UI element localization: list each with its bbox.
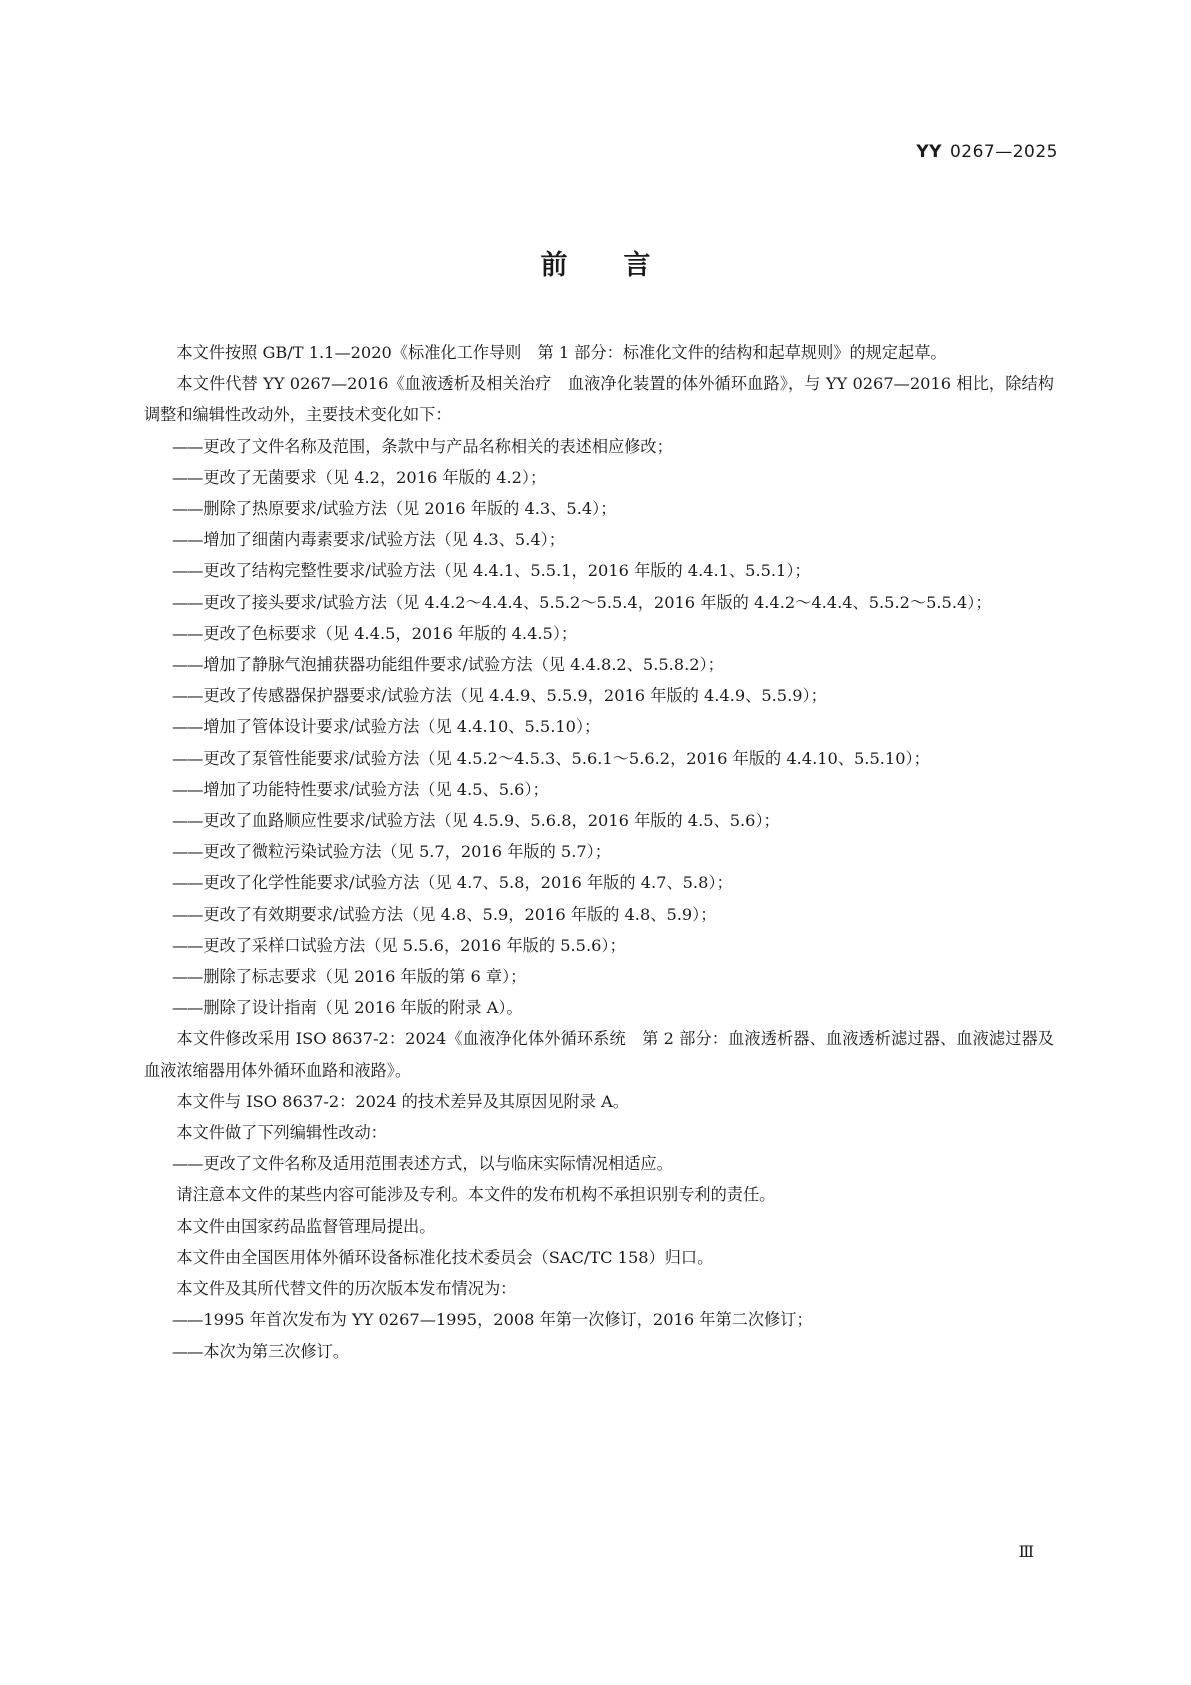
list-item-text: 更改了微粒污染试验方法（见 5.7，2016 年版的 5.7）； — [203, 842, 611, 862]
list-item — [144, 431, 1054, 462]
dash-marker: —— — [172, 436, 203, 456]
list-item-text: 更改了色标要求（见 4.4.5，2016 年版的 4.4.5）； — [203, 623, 578, 643]
list-item-text: 删除了标志要求（见 2016 年版的第 6 章）； — [203, 967, 527, 987]
dash-marker: —— — [172, 655, 203, 675]
list-item-text: 更改了传感器保护器要求/试验方法（见 4.4.9、5.5.9，2016 年版的 4.4.9、5.5.9）； — [203, 686, 827, 706]
list-item — [144, 711, 1054, 742]
editorial-changes-list — [144, 1148, 1054, 1179]
list-item-text: 更改了采样口试验方法（见 5.5.6，2016 年版的 5.5.6）； — [203, 935, 626, 955]
dash-marker: —— — [172, 530, 203, 550]
list-item-text: 更改了接头要求/试验方法（见 4.4.2～4.4.4、5.5.2～5.5.4，2016 年版的 4.4.2～4.4.4、5.5.2～5.5.4）； — [203, 592, 992, 612]
list-item-text: 增加了细菌内毒素要求/试验方法（见 4.3、5.4）； — [203, 530, 565, 550]
paragraph: 本文件由全国医用体外循环设备标准化技术委员会（SAC/TC 158）归口。 — [176, 1247, 714, 1267]
foreword-body — [144, 337, 1054, 1367]
dash-marker: —— — [172, 842, 203, 862]
list-item — [144, 555, 1054, 586]
dash-marker: —— — [172, 561, 203, 581]
list-item-text: 删除了设计指南（见 2016 年版的附录 A）。 — [203, 998, 523, 1018]
list-item-text: 增加了静脉气泡捕获器功能组件要求/试验方法（见 4.4.8.2、5.5.8.2）； — [203, 655, 724, 675]
version-history-list — [144, 1304, 1054, 1366]
paragraph: 本文件与 ISO 8637-2：2024 的技术差异及其原因见附录 A。 — [176, 1091, 629, 1111]
list-item — [144, 961, 1054, 992]
list-item — [144, 462, 1054, 493]
dash-marker: —— — [172, 592, 203, 612]
list-item-text: 1995 年首次发布为 YY 0267—1995，2008 年第一次修订，2016 年第二次修订； — [203, 1310, 813, 1330]
list-item — [144, 743, 1054, 774]
page-title: 前言 — [540, 250, 707, 281]
paragraph: 本文件做了下列编辑性改动： — [176, 1123, 387, 1143]
list-item — [144, 649, 1054, 680]
dash-marker: —— — [172, 967, 203, 987]
list-item-text: 更改了泵管性能要求/试验方法（见 4.5.2～4.5.3、5.6.1～5.6.2，2016 年版的 4.4.10、5.5.10）； — [203, 748, 930, 768]
list-item — [144, 805, 1054, 836]
list-item-text: 增加了管体设计要求/试验方法（见 4.4.10、5.5.10）； — [203, 717, 601, 737]
list-item — [144, 587, 1054, 618]
document-code-prefix: YY — [916, 142, 942, 162]
list-item — [144, 493, 1054, 524]
list-item — [144, 867, 1054, 898]
paragraph: 本文件由国家药品监督管理局提出。 — [176, 1216, 436, 1236]
page-number: Ⅲ — [1018, 1542, 1034, 1561]
dash-marker: —— — [172, 467, 203, 487]
document-code — [916, 142, 1058, 162]
dash-marker: —— — [172, 717, 203, 737]
list-item — [144, 524, 1054, 555]
list-item-text: 更改了无菌要求（见 4.2，2016 年版的 4.2）； — [203, 467, 547, 487]
list-item-text: 更改了文件名称及范围，条款中与产品名称相关的表述相应修改； — [203, 436, 673, 456]
paragraph: 本文件及其所代替文件的历次版本发布情况为： — [176, 1279, 517, 1299]
list-item-text: 更改了化学性能要求/试验方法（见 4.7、5.8，2016 年版的 4.7、5.8）； — [203, 873, 733, 893]
list-item — [144, 1148, 1054, 1179]
technical-changes-list — [144, 431, 1054, 1024]
list-item — [144, 836, 1054, 867]
list-item-text: 更改了文件名称及适用范围表述方式，以与临床实际情况相适应。 — [203, 1154, 673, 1174]
list-item — [144, 899, 1054, 930]
dash-marker: —— — [172, 998, 203, 1018]
document-code-number: 0267—2025 — [949, 142, 1058, 162]
dash-marker: —— — [172, 904, 203, 924]
list-item-text: 删除了热原要求/试验方法（见 2016 年版的 4.3、5.4）； — [203, 499, 617, 519]
dash-marker: —— — [172, 686, 203, 706]
dash-marker: —— — [172, 935, 203, 955]
dash-marker: —— — [172, 1154, 203, 1174]
dash-marker: —— — [172, 748, 203, 768]
list-item — [144, 774, 1054, 805]
list-item-text: 本次为第三次修订。 — [203, 1341, 350, 1361]
list-item — [144, 618, 1054, 649]
list-item-text: 更改了血路顺应性要求/试验方法（见 4.5.9、5.6.8，2016 年版的 4.5、5.6）； — [203, 811, 780, 831]
list-item — [144, 1336, 1054, 1367]
dash-marker: —— — [172, 779, 203, 799]
paragraph: 请注意本文件的某些内容可能涉及专利。本文件的发布机构不承担识别专利的责任。 — [176, 1185, 776, 1205]
list-item — [144, 1304, 1054, 1335]
list-item — [144, 992, 1054, 1023]
dash-marker: —— — [172, 811, 203, 831]
list-item-text: 更改了结构完整性要求/试验方法（见 4.4.1、5.5.1，2016 年版的 4.4.1、5.5.1）； — [203, 561, 811, 581]
paragraph: 本文件修改采用 ISO 8637-2：2024《血液净化体外循环系统 第 2 部分：血液透析器、血液透析滤过器、血液滤过器及血液浓缩器用体外循环血路和液路》。 — [144, 1029, 1054, 1080]
dash-marker: —— — [172, 499, 203, 519]
list-item-text: 增加了功能特性要求/试验方法（见 4.5、5.6）； — [203, 779, 549, 799]
dash-marker: —— — [172, 1341, 203, 1361]
paragraph: 本文件代替 YY 0267—2016《血液透析及相关治疗 血液净化装置的体外循环血路》，与 YY 0267—2016 相比，除结构调整和编辑性改动外，主要技术变化如下： — [144, 374, 1054, 425]
list-item-text: 更改了有效期要求/试验方法（见 4.8、5.9，2016 年版的 4.8、5.9）； — [203, 904, 717, 924]
dash-marker: —— — [172, 623, 203, 643]
dash-marker: —— — [172, 873, 203, 893]
paragraph: 本文件按照 GB/T 1.1—2020《标准化工作导则 第 1 部分：标准化文件的结构和起草规则》的规定起草。 — [176, 343, 947, 362]
list-item — [144, 680, 1054, 711]
list-item — [144, 930, 1054, 961]
dash-marker: —— — [172, 1310, 203, 1330]
